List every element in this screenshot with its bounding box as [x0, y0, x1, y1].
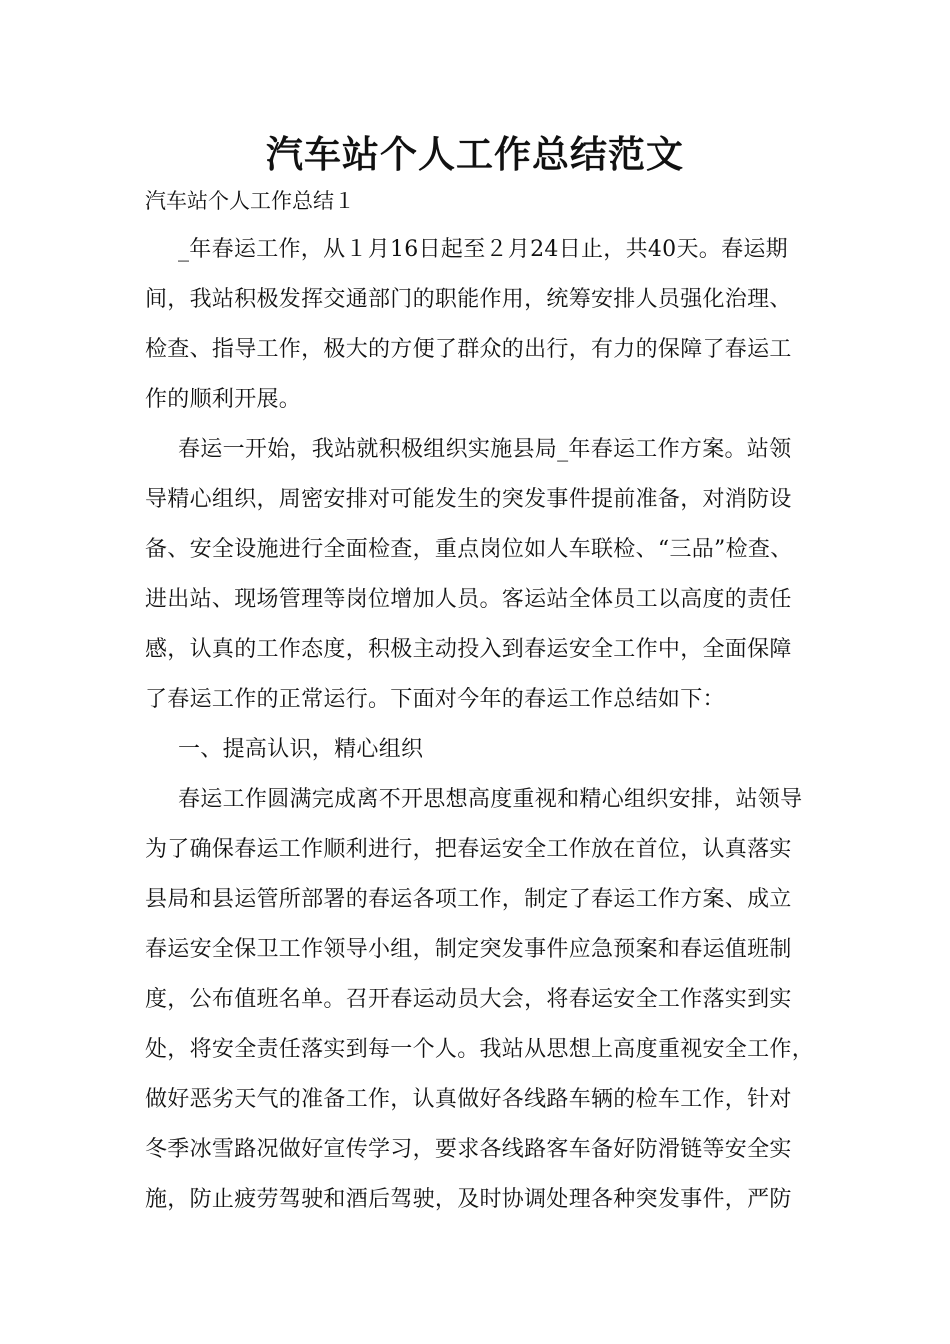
paragraph-line: 了春运工作的正常运行。下面对今年的春运工作总结如下：	[145, 687, 725, 712]
paragraph-line: 检查、指导工作，极大的方便了群众的出行，有力的保障了春运工	[145, 337, 792, 362]
paragraph-line: 春运一开始，我站就积极组织实施县局_年春运工作方案。站领	[178, 437, 792, 462]
paragraph-line: 县局和县运管所部署的春运各项工作，制定了春运工作方案、成立	[145, 887, 792, 912]
document-subtitle: 汽车站个人工作总结１	[145, 189, 355, 213]
paragraph-line: 间，我站积极发挥交通部门的职能作用，统筹安排人员强化治理、	[145, 287, 792, 312]
paragraph-line: 感，认真的工作态度，积极主动投入到春运安全工作中，全面保障	[145, 637, 792, 662]
paragraph-line: 春运工作圆满完成离不开思想高度重视和精心组织安排，站领导	[178, 787, 803, 812]
paragraph-line: 施，防止疲劳驾驶和酒后驾驶，及时协调处理各种突发事件，严防	[145, 1187, 792, 1212]
paragraph-line: 冬季冰雪路况做好宣传学习，要求各线路客车备好防滑链等安全实	[145, 1137, 792, 1162]
paragraph-line: 为了确保春运工作顺利进行，把春运安全工作放在首位，认真落实	[145, 837, 792, 862]
paragraph-line: 作的顺利开展。	[145, 387, 302, 412]
section-heading: 一、提高认识，精心组织	[178, 737, 424, 762]
paragraph-line: 进出站、现场管理等岗位增加人员。客运站全体员工以高度的责任	[145, 587, 792, 612]
paragraph-line: 备、安全设施进行全面检查，重点岗位如人车联检、“三品”检查、	[145, 537, 793, 562]
paragraph-line: 导精心组织，周密安排对可能发生的突发事件提前准备，对消防设	[145, 487, 792, 512]
paragraph-line: _年春运工作，从１月16日起至２月24日止，共40天。春运期	[178, 237, 788, 262]
paragraph-line: 处，将安全责任落实到每一个人。我站从思想上高度重视安全工作，	[145, 1037, 815, 1062]
paragraph-line: 做好恶劣天气的准备工作，认真做好各线路车辆的检车工作，针对	[145, 1087, 792, 1112]
paragraph-line: 度，公布值班名单。召开春运动员大会，将春运安全工作落实到实	[145, 987, 792, 1012]
paragraph-line: 春运安全保卫工作领导小组，制定突发事件应急预案和春运值班制	[145, 937, 792, 962]
document-title: 汽车站个人工作总结范文	[266, 132, 684, 176]
